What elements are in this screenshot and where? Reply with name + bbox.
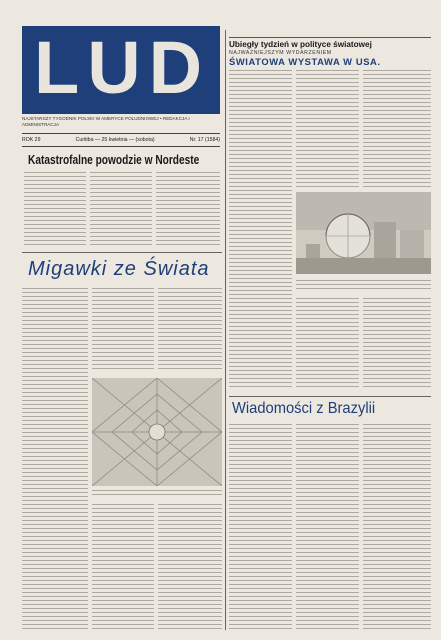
text-column: [296, 424, 359, 630]
text-column: [24, 172, 86, 248]
text-column: [156, 172, 220, 248]
issue-bar: [22, 133, 220, 147]
subheadline-najwazniejszym: NAJWAŻNIEJSZYM WYDARZENIEM: [229, 50, 332, 56]
photo-caption: [296, 280, 431, 290]
photo-exhibition: [296, 192, 431, 274]
headline-migawki: Migawki ze Świata: [28, 258, 210, 280]
text-column: [90, 172, 152, 248]
column-divider: [225, 30, 226, 630]
issue-number: Nr. 17 (1584): [189, 137, 220, 143]
text-column: [229, 70, 292, 295]
masthead-title: LUD: [34, 26, 211, 109]
text-column: [296, 70, 359, 188]
text-column: [363, 298, 431, 390]
headline-wiadomosci: Wiadomości z Brazylii: [232, 400, 376, 417]
text-column: [229, 298, 292, 390]
headline-katastrofalne: Katastrofalne powodzie w Nordeste: [28, 152, 200, 167]
text-column: [363, 424, 431, 630]
headline-ubiegly: Ubiegły tydzień w polityce światowej: [229, 37, 431, 49]
photo-ornament: [92, 378, 222, 486]
photo-caption: [92, 490, 222, 498]
issue-year: ROK 29: [22, 137, 41, 143]
headline-wystawa: ŚWIATOWA WYSTAWA W USA.: [229, 56, 381, 67]
text-column: [158, 504, 222, 630]
section-rule: [229, 396, 431, 397]
text-column: [22, 288, 88, 630]
section-rule: [22, 252, 222, 253]
text-column: [92, 504, 154, 630]
text-column: [229, 424, 292, 630]
text-column: [92, 288, 154, 372]
issue-place-date: Curitiba — 25 kwietnia — (sobota): [75, 137, 155, 143]
text-column: [363, 70, 431, 188]
masthead-tagline: NAJSTARSZY TYGODNIK POLSKI W AMERYCE POLUDNIOWEJ • REDAKCJA I ADMINISTRACJA: [22, 116, 190, 127]
text-column: [296, 298, 359, 390]
text-column: [158, 288, 222, 372]
